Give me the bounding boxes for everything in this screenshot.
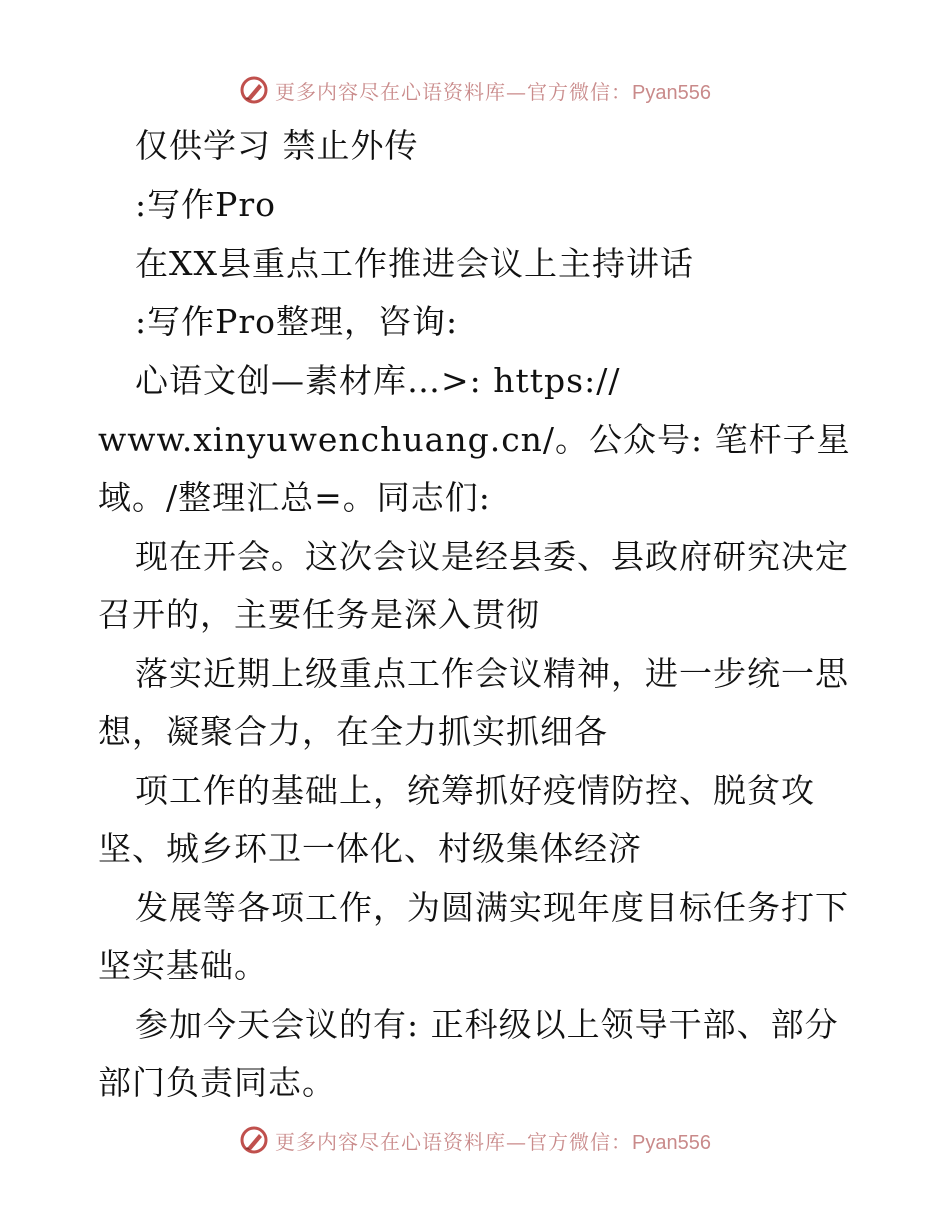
text-line: 现在开会。这次会议是经县委、县政府研究决定 <box>135 537 849 576</box>
text-line: 心语文创—素材库…>: https:// <box>135 361 621 400</box>
text-line: 项工作的基础上，统筹抓好疫情防控、脱贫攻 <box>135 771 815 810</box>
banner-slogan: 更多内容尽在心语资料库—官方微信： <box>275 79 633 104</box>
text-line: 坚实基础。 <box>98 946 268 985</box>
banner-wechat-id: Pyan556 <box>632 1131 711 1154</box>
text-line: :写作Pro整理，咨询: <box>135 302 459 341</box>
text-line: 发展等各项工作，为圆满实现年度目标任务打下 <box>135 888 849 927</box>
text-line: 在XX县重点工作推进会议上主持讲话 <box>135 244 694 283</box>
text-line: 想，凝聚合力，在全力抓实抓细各 <box>98 712 608 751</box>
text-line: 参加今天会议的有: 正科级以上领导干部、部分 <box>135 1005 839 1044</box>
text-line: 召开的，主要任务是深入贯彻 <box>98 595 540 634</box>
banner-wechat-id: Pyan556 <box>632 81 711 104</box>
banner-slogan: 更多内容尽在心语资料库—官方微信： <box>275 1129 633 1154</box>
banner-text <box>275 1126 711 1155</box>
text-line: 坚、城乡环卫一体化、村级集体经济 <box>98 829 642 868</box>
text-line: 部门负责同志。 <box>98 1063 336 1102</box>
text-line: :写作Pro <box>135 185 276 224</box>
text-line: 域。/整理汇总=。同志们: <box>98 478 491 517</box>
text-line: 仅供学习 禁止外传 <box>135 126 419 165</box>
pen-logo-icon <box>239 1125 269 1155</box>
text-line: 落实近期上级重点工作会议精神，进一步统一思 <box>135 654 849 693</box>
text-line: www.xinyuwenchuang.cn/。公众号: 笔杆子星 <box>98 420 851 459</box>
footer-banner <box>0 1120 950 1160</box>
